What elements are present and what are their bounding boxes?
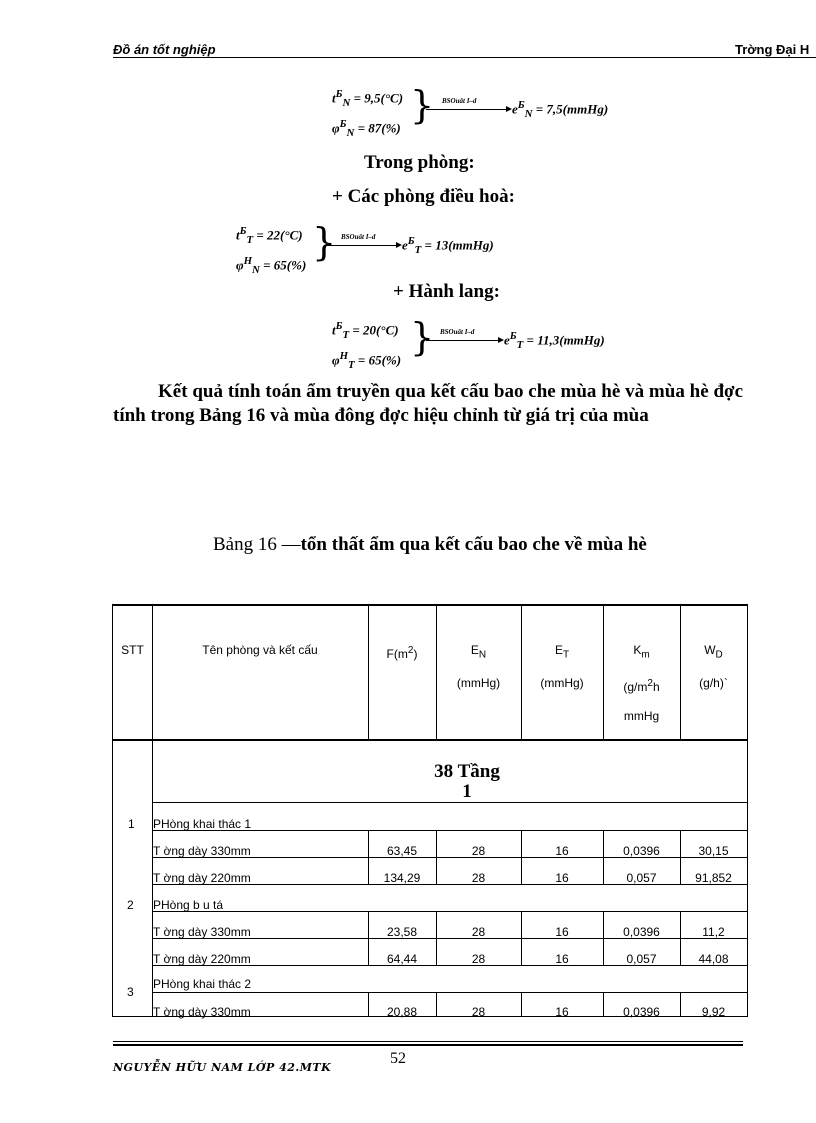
footer-divider-thick — [113, 1044, 743, 1046]
cell-wd: 11,2 — [702, 925, 725, 939]
brace-icon: } — [312, 220, 337, 264]
header-school: Trờng Đại H — [735, 42, 810, 57]
formula-line: $\varphi^H_T = 65(\%)$ — [332, 349, 402, 371]
group-name: PHòng khai thác 1 — [153, 817, 252, 831]
result-paragraph — [113, 380, 743, 428]
col-header-en: $E_N$ (mmHg) — [456, 643, 501, 691]
page-number: 52 — [390, 1050, 406, 1067]
header-title: Đồ án tốt nghiệp — [113, 42, 216, 57]
caption-prefix: Bảng 16 — — [213, 534, 301, 555]
cell-wd: 91,852 — [695, 871, 732, 885]
cell-et: 16 — [555, 844, 569, 858]
cell-name: T ờng dày 220mm — [153, 871, 251, 885]
brace-icon: } — [410, 315, 435, 359]
cell-et: 16 — [555, 871, 569, 885]
cell-name: T ờng dày 330mm — [153, 925, 251, 939]
cell-area: 134,29 — [383, 871, 421, 885]
cell-area: 64,44 — [386, 952, 418, 966]
formula-result: $e^Б_T$ = 13(mmHg) — [402, 235, 494, 256]
header-divider — [113, 57, 816, 58]
group-name: PHòng b u tá — [153, 898, 224, 912]
col-header-km: $K_m$ ($g/m^2h$ mmHg — [623, 643, 660, 724]
brace-icon: } — [410, 83, 435, 127]
formula-ac-room — [236, 220, 536, 276]
cell-area: 63,45 — [386, 844, 418, 858]
caption-title: tổn thất ẩm qua kết cấu bao che về mùa hè — [300, 534, 647, 555]
arrow-icon — [426, 340, 502, 341]
group-name: PHòng khai thác 2 — [153, 977, 252, 991]
cell-wd: 44,08 — [698, 952, 729, 966]
cell-en: 28 — [471, 925, 486, 939]
arrow-icon — [326, 245, 400, 246]
cell-area: 23,58 — [386, 925, 418, 939]
cell-et: 16 — [555, 1005, 569, 1019]
formula-line: $t^Б_T = 20(^\circ C)$ — [332, 320, 399, 341]
group-stt: 3 — [127, 985, 134, 999]
cell-en: 28 — [471, 1005, 486, 1019]
footer-author: NGUYỄN HỮU NAM LỚP 42.MTK — [113, 1061, 332, 1074]
cell-wd: 9,92 — [701, 1005, 726, 1019]
cell-name: T ờng dày 330mm — [153, 1005, 251, 1019]
formula-result: $e^Б_T$ = 11,3(mmHg) — [504, 330, 605, 351]
group-stt: 2 — [127, 898, 134, 912]
formula-line: $\varphi^Б_N = 87(\%)$ — [332, 117, 401, 139]
heading-room: Trong phòng: — [364, 152, 475, 173]
col-header-stt: STT — [121, 643, 144, 657]
col-header-wd: $W_D$ (g/h)` — [699, 643, 728, 691]
heading-corridor: + Hành lang: — [393, 281, 500, 302]
paragraph-text: Kết quả tính toán ẩm truyền qua kết cấu bao che mùa hè và mùa hè đợc tính trong Bảng 16 và mùa đông đợc hiệu chỉnh từ giá trị của mùa — [113, 381, 743, 426]
formula-line: $t^Б_T = 22(^\circ C)$ — [236, 225, 303, 246]
formula-corridor — [332, 315, 632, 371]
group-stt: 1 — [128, 817, 135, 831]
cell-km: 0,0396 — [623, 1005, 660, 1019]
cell-km: 0,0396 — [623, 844, 660, 858]
cell-et: 16 — [555, 952, 569, 966]
col-header-et: $E_T$ (mmHg) — [540, 643, 584, 691]
cell-km: 0,057 — [626, 871, 657, 885]
formula-line: $t^Б_N = 9,5(^\circ C)$ — [332, 88, 404, 109]
arrow-label: BSOuât I–d — [341, 233, 376, 241]
cell-wd: 30,15 — [698, 844, 729, 858]
table-caption — [213, 534, 647, 556]
cell-name: T ờng dày 220mm — [153, 952, 251, 966]
col-header-name: Tên phòng và kết cấu — [202, 643, 318, 657]
cell-name: T ờng dày 330mm — [153, 844, 251, 858]
floor-label — [152, 762, 782, 802]
heading-ac-rooms: + Các phòng điều hoà: — [332, 186, 515, 207]
floor-number: 1 — [462, 781, 472, 802]
col-header-area: $F(m^2)$ — [386, 645, 418, 661]
cell-area: 20,88 — [386, 1005, 418, 1019]
cell-en: 28 — [471, 871, 486, 885]
cell-km: 0,057 — [626, 952, 657, 966]
arrow-label: BSOuât I–d — [442, 97, 477, 105]
floor-title: 38 Tầng — [434, 761, 500, 782]
formula-result: $e^Б_N$ = 7,5(mmHg) — [512, 99, 609, 120]
arrow-label: BSOuât I–d — [440, 328, 475, 336]
arrow-icon — [426, 109, 510, 110]
formula-outdoor — [332, 83, 632, 139]
cell-km: 0,0396 — [623, 925, 660, 939]
cell-en: 28 — [471, 952, 486, 966]
cell-et: 16 — [555, 925, 569, 939]
cell-en: 28 — [471, 844, 486, 858]
footer-divider — [113, 1041, 743, 1042]
formula-line: $\varphi^H_N = 65(\%)$ — [236, 254, 307, 276]
